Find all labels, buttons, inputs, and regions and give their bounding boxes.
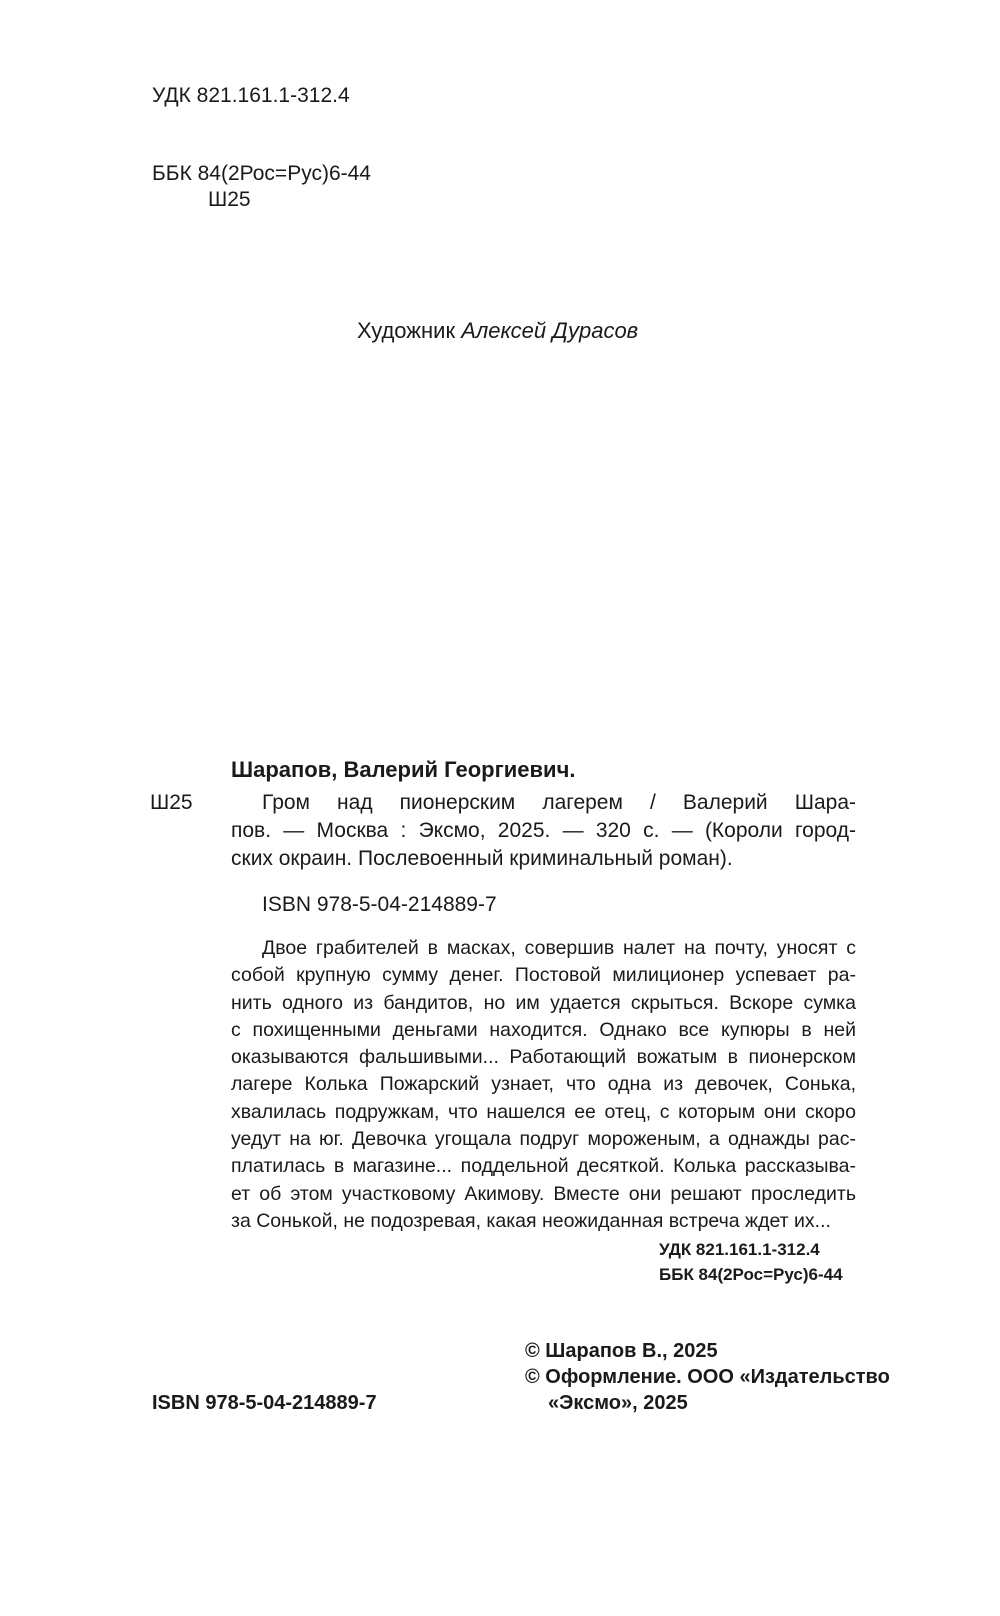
udk-top: УДК 821.161.1-312.4 [152, 84, 350, 107]
author-mark: Ш25 [150, 791, 193, 814]
title-continuation [231, 817, 856, 873]
illustrator-line [357, 317, 638, 345]
illustrator-label: Художник [357, 318, 456, 343]
title-line-2: пов. — Москва : Эксмо, 2025. — 320 с. — (Короли город- [231, 819, 856, 842]
annotation-line: нить одного из бандитов, но им удается скрыться. Вскоре сумка [231, 991, 856, 1014]
annotation-line: ет об этом участковому Акимову. Вместе они решают проследить [231, 1182, 856, 1205]
catalog-isbn: ISBN 978-5-04-214889-7 [262, 893, 497, 916]
illustrator-name: Алексей Дурасов [461, 318, 639, 343]
title-line-1: Гром над пионерским лагерем / Валерий Шара- [262, 791, 856, 814]
annotation-line: с похищенными деньгами находится. Однако все купюры в ней [231, 1018, 856, 1041]
annotation [231, 935, 856, 1235]
footer-isbn: ISBN 978-5-04-214889-7 [152, 1392, 377, 1414]
annotation-line: Двое грабителей в масках, совершив налет на почту, уносят с [262, 937, 856, 959]
author-mark-top: Ш25 [208, 188, 251, 211]
annotation-line: собой крупную сумму денег. Постовой милиционер успевает ра- [231, 964, 856, 987]
annotation-line: оказываются фальшивыми... Работающий вожатым в пионерском [231, 1046, 856, 1069]
copyright-design-1: © Оформление. ООО «Издательство [525, 1366, 890, 1388]
title-line-3: ских окраин. Послевоенный криминальный роман). [231, 847, 733, 870]
copyright-author: © Шарапов В., 2025 [525, 1340, 718, 1362]
bbk-bottom: ББК 84(2Рос=Рус)6-44 [659, 1265, 843, 1284]
copyright-design-2: «Эксмо», 2025 [548, 1392, 688, 1414]
author-heading: Шарапов, Валерий Георгиевич. [231, 757, 576, 782]
annotation-line: уедут на юг. Девочка угощала подруг мороженым, а однажды рас- [231, 1128, 856, 1151]
title-first-line [262, 789, 856, 817]
udk-bottom: УДК 821.161.1-312.4 [659, 1240, 820, 1259]
annotation-line: хвалилась подружкам, что нашелся ее отец, с которым они скоро [231, 1100, 856, 1123]
bbk-top: ББК 84(2Рос=Рус)6-44 [152, 162, 371, 185]
annotation-line: лагере Колька Пожарский узнает, что одна из девочек, Сонька, [231, 1073, 856, 1096]
annotation-line: за Сонькой, не подозревая, какая неожиданная встреча ждет их... [231, 1209, 831, 1232]
annotation-line: платилась в магазине... поддельной десяткой. Колька рассказыва- [231, 1155, 856, 1178]
